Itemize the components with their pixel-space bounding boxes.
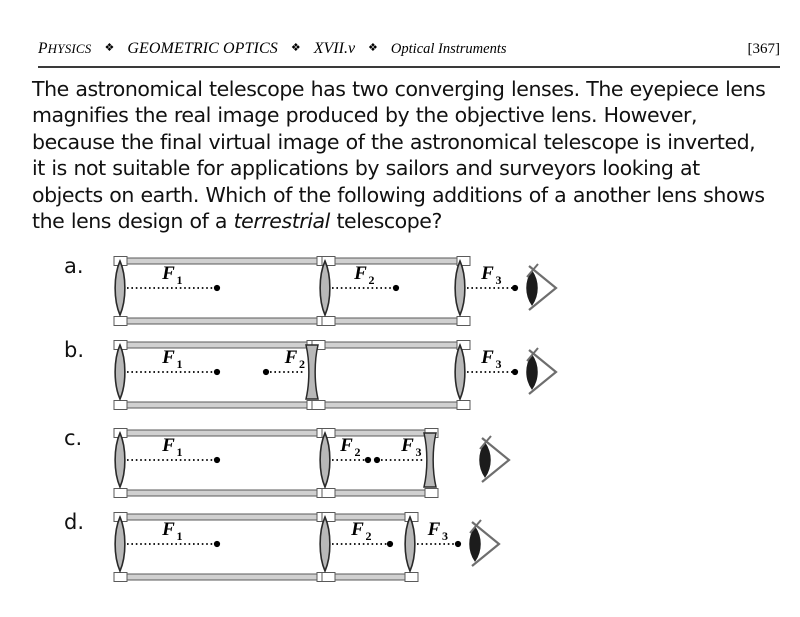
focal-length-label-F1 <box>161 347 182 371</box>
svg-text:3: 3 <box>415 445 422 459</box>
focal-point-dot <box>214 457 220 463</box>
focal-length-label-F3 <box>400 435 421 459</box>
optics-diagram-svg <box>100 504 570 586</box>
telescope-diagram-b <box>100 332 570 414</box>
converging-lens-icon <box>320 517 330 571</box>
focal-length-label-F3 <box>480 347 501 371</box>
telescope-diagram-c <box>100 420 570 502</box>
header-course-rest: HYSICS <box>47 41 92 56</box>
telescope-tube-section <box>114 513 330 582</box>
svg-text:F: F <box>340 435 353 456</box>
focal-length-label-F1 <box>161 263 182 287</box>
header-separator-1: ❖ <box>104 42 115 54</box>
diverging-lens-icon <box>306 345 318 399</box>
svg-text:F: F <box>401 435 414 456</box>
focal-point-dot <box>512 369 518 375</box>
header-separator-2: ❖ <box>290 42 301 54</box>
option-letter-d: d. <box>64 510 85 534</box>
converging-lens-icon <box>455 345 465 399</box>
header-breadcrumb <box>38 40 780 58</box>
svg-text:F: F <box>162 263 175 284</box>
svg-text:F: F <box>427 519 441 540</box>
telescope-tube-section <box>312 341 470 410</box>
svg-text:F: F <box>162 347 175 368</box>
svg-text:1: 1 <box>176 357 183 371</box>
eye-icon <box>470 520 499 566</box>
svg-text:3: 3 <box>495 273 502 287</box>
optics-diagram-svg <box>100 248 570 330</box>
header-chapter-number: XVII.v <box>313 40 356 57</box>
option-letter-c: c. <box>64 426 83 450</box>
question-paragraph <box>32 76 772 234</box>
converging-lens-icon <box>115 345 125 399</box>
svg-text:1: 1 <box>176 529 183 543</box>
converging-lens-icon <box>320 433 330 487</box>
focal-length-label-F2 <box>353 263 374 287</box>
svg-text:1: 1 <box>176 445 183 459</box>
header-course-initial: P <box>38 40 48 57</box>
converging-lens-icon <box>115 433 125 487</box>
question-text-part2: telescope? <box>329 209 442 234</box>
focal-point-dot <box>455 541 461 547</box>
focal-length-label-F3 <box>480 263 501 287</box>
focal-length-label-F1 <box>161 519 182 543</box>
page-number: [367] <box>747 41 780 57</box>
option-row-b[interactable] <box>0 332 800 412</box>
converging-lens-icon <box>455 261 465 315</box>
focal-point-dot <box>263 369 269 375</box>
focal-length-label-F2 <box>284 347 305 371</box>
diverging-lens-icon <box>424 433 436 487</box>
option-row-d[interactable] <box>0 504 800 584</box>
focal-point-dot <box>214 285 220 291</box>
telescope-tube-section <box>114 257 330 326</box>
header-separator-3: ❖ <box>368 42 378 54</box>
converging-lens-icon <box>405 517 415 571</box>
svg-text:F: F <box>351 519 364 540</box>
optics-diagram-svg <box>100 332 570 414</box>
svg-text:1: 1 <box>176 273 183 287</box>
focal-point-dot <box>214 541 220 547</box>
svg-text:F: F <box>284 347 298 368</box>
converging-lens-icon <box>115 261 125 315</box>
svg-text:3: 3 <box>495 357 502 371</box>
focal-point-dot <box>214 369 220 375</box>
header-topic: Optical Instruments <box>390 41 507 57</box>
eye-icon <box>527 264 556 310</box>
svg-text:2: 2 <box>368 273 375 287</box>
option-row-c[interactable] <box>0 420 800 500</box>
question-emphasis-terrestrial: terrestrial <box>233 209 330 234</box>
eye-icon <box>480 436 509 482</box>
focal-point-dot <box>387 541 393 547</box>
eye-icon <box>527 348 556 394</box>
optics-diagram-svg <box>100 420 570 502</box>
svg-text:2: 2 <box>365 529 372 543</box>
converging-lens-icon <box>320 261 330 315</box>
focal-length-label-F3 <box>427 519 448 543</box>
telescope-tube-section <box>114 429 330 498</box>
header-section: GEOMETRIC OPTICS <box>127 40 278 57</box>
svg-text:2: 2 <box>299 357 305 371</box>
telescope-tube-section <box>322 513 418 582</box>
svg-text:F: F <box>162 519 175 540</box>
svg-text:F: F <box>354 263 367 284</box>
svg-text:F: F <box>481 263 494 284</box>
svg-text:F: F <box>162 435 175 456</box>
telescope-diagram-a <box>100 248 570 330</box>
page-header <box>38 40 780 66</box>
focal-length-label-F2 <box>339 435 360 459</box>
option-letter-b: b. <box>64 338 85 362</box>
converging-lens-icon <box>115 517 125 571</box>
svg-text:2: 2 <box>354 445 361 459</box>
svg-text:F: F <box>481 347 494 368</box>
option-row-a[interactable] <box>0 248 800 328</box>
question-text-part1: The astronomical telescope has two converging lenses. The eyepiece lens magnifies the real image produced by the objective lens. However, because the final virtual image of the astronomical telescope is inverted, it is not suitable for applications by sailors and surveyors looking at objects on earth. Which of the following additions of a another lens shows the lens design of a <box>32 77 766 234</box>
focal-point-dot <box>393 285 399 291</box>
focal-point-dot <box>512 285 518 291</box>
header-divider-rule <box>38 66 780 68</box>
focal-length-label-F2 <box>350 519 371 543</box>
focal-point-dot <box>374 457 380 463</box>
focal-point-dot <box>365 457 371 463</box>
option-letter-a: a. <box>64 254 84 278</box>
telescope-diagram-d <box>100 504 570 586</box>
svg-text:3: 3 <box>442 529 448 543</box>
focal-length-label-F1 <box>161 435 182 459</box>
header-course <box>38 40 92 58</box>
